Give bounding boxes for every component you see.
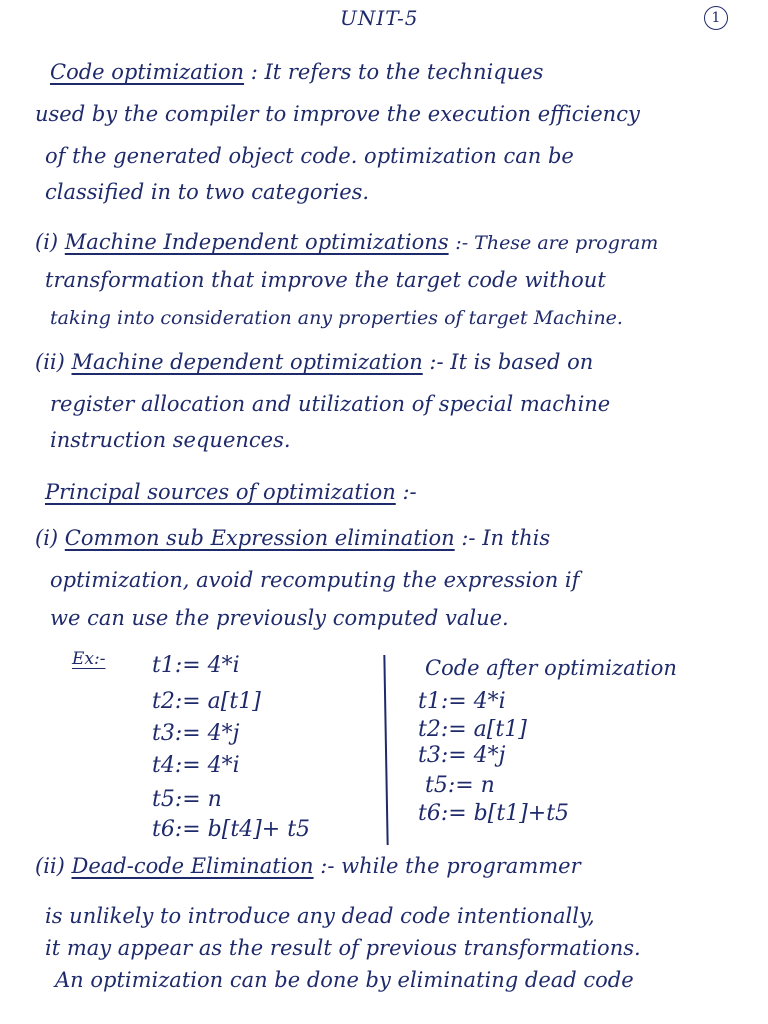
category-1-line-1-text: :- These are program — [455, 232, 659, 254]
before-line: t3:= 4*j — [152, 721, 240, 746]
before-line: t2:= a[t1] — [152, 689, 261, 714]
after-line: t6:= b[t1]+t5 — [418, 801, 570, 826]
category-2-line-1-text: :- It is based on — [429, 350, 594, 374]
principal-heading: Principal sources of optimization — [45, 480, 396, 504]
intro-line-1-text: : It refers to the techniques — [250, 60, 544, 84]
page-number: 1 — [704, 6, 728, 30]
intro-line-4: classified in to two categories. — [45, 180, 370, 204]
after-line: t1:= 4*i — [418, 689, 506, 714]
category-2-line-3: instruction sequences. — [50, 428, 291, 452]
intro-line-1 — [50, 58, 543, 86]
dce-heading: Dead-code Elimination — [71, 854, 314, 878]
column-divider — [383, 655, 388, 845]
principal-suffix: :- — [402, 480, 417, 504]
page-title: UNIT-5 — [340, 6, 419, 30]
category-1-line-2: transformation that improve the target code without — [45, 268, 606, 292]
cse-line-1 — [35, 524, 550, 552]
dce-marker: (ii) — [35, 854, 65, 878]
dce-line-1 — [35, 852, 581, 880]
after-title: Code after optimization — [425, 656, 677, 680]
intro-heading: Code optimization — [50, 60, 245, 84]
category-2-marker: (ii) — [35, 350, 65, 374]
category-2-heading: Machine dependent optimization — [71, 350, 423, 374]
category-1-marker: (i) — [35, 230, 59, 254]
intro-line-2: used by the compiler to improve the execution efficiency — [35, 102, 640, 126]
before-line: t4:= 4*i — [152, 753, 240, 778]
principal-heading-line — [45, 478, 417, 506]
category-2-line-2: register allocation and utilization of special machine — [50, 392, 611, 416]
intro-line-3: of the generated object code. optimization can be — [45, 144, 574, 168]
dce-line-4: An optimization can be done by eliminating dead code — [55, 968, 634, 992]
after-line: t3:= 4*j — [418, 743, 506, 768]
cse-line-2: optimization, avoid recomputing the expression if — [50, 568, 580, 592]
example-label: Ex:- — [72, 649, 106, 669]
category-1-line-1 — [35, 228, 658, 257]
category-2-line-1 — [35, 348, 593, 376]
before-line: t5:= n — [152, 787, 222, 812]
dce-line-1-text: :- while the programmer — [320, 854, 581, 878]
before-line: t6:= b[t4]+ t5 — [152, 817, 311, 842]
cse-line-1-text: :- In this — [461, 526, 551, 550]
category-1-heading: Machine Independent optimizations — [64, 230, 449, 254]
category-1-line-3: taking into consideration any properties of target Machine. — [50, 307, 623, 329]
dce-line-2: is unlikely to introduce any dead code intentionally, — [45, 904, 595, 928]
cse-heading: Common sub Expression elimination — [64, 526, 455, 550]
before-line: t1:= 4*i — [152, 653, 240, 678]
after-line: t5:= n — [425, 773, 495, 798]
dce-line-3: it may appear as the result of previous transformations. — [45, 936, 641, 960]
after-line: t2:= a[t1] — [418, 717, 527, 742]
cse-marker: (i) — [35, 526, 59, 550]
cse-line-3: we can use the previously computed value. — [50, 606, 509, 630]
